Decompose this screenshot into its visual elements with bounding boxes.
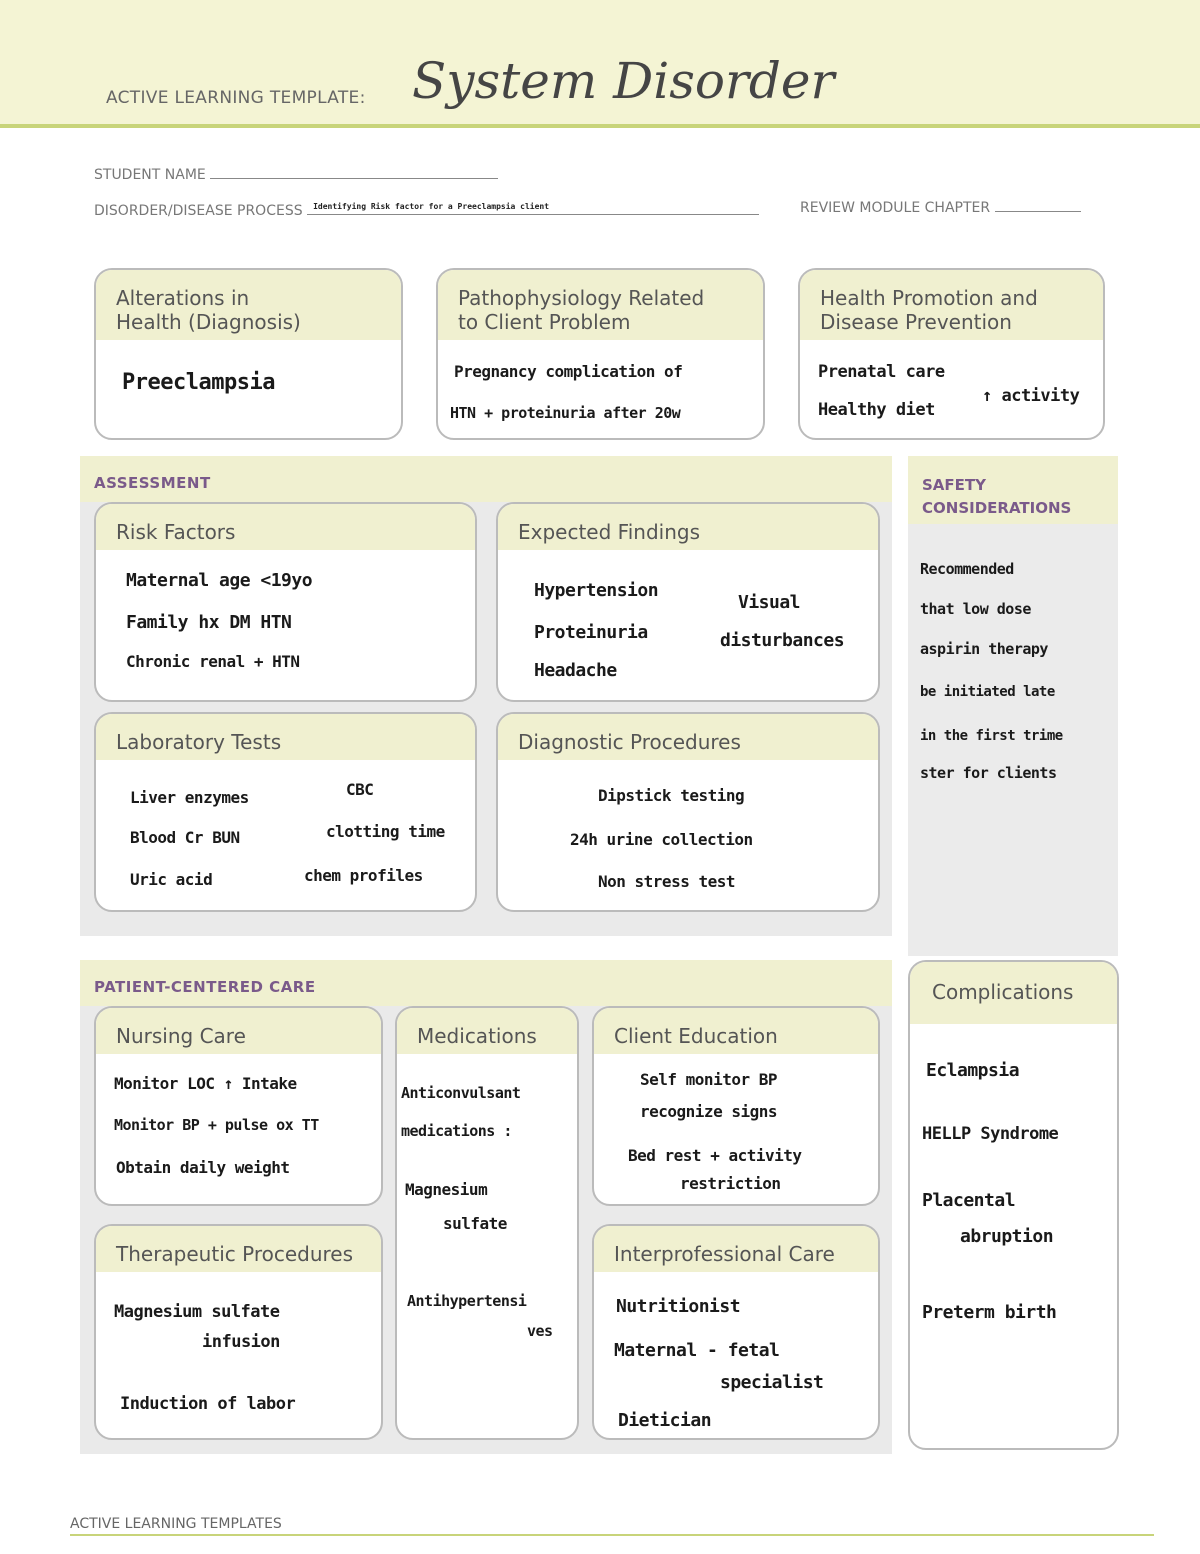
review-chapter-field[interactable] — [995, 211, 1081, 212]
handwritten-text: Dietician — [618, 1410, 712, 1431]
risk-factors-card — [94, 502, 477, 702]
handwritten-text: clotting time — [326, 822, 445, 841]
handwritten-text: Monitor BP + pulse ox TT — [114, 1116, 319, 1134]
handwritten-text: medications : — [401, 1122, 512, 1140]
client-education-title: Client Education — [594, 1008, 878, 1054]
health-promotion-card — [798, 268, 1105, 440]
handwritten-text: Visual — [738, 592, 801, 613]
handwritten-text: Magnesium — [405, 1180, 488, 1199]
handwritten-text: HTN + proteinuria after 20w — [450, 404, 681, 422]
student-name-field[interactable] — [210, 178, 498, 179]
handwritten-text: Bed rest + activity — [628, 1146, 802, 1165]
laboratory-tests-card — [94, 712, 477, 912]
handwritten-text: Magnesium sulfate — [114, 1302, 280, 1322]
health-promotion-title: Health Promotion and Disease Prevention — [800, 270, 1103, 340]
handwritten-text: that low dose — [920, 600, 1031, 618]
disorder-field[interactable] — [307, 200, 759, 215]
nursing-care-title: Nursing Care — [96, 1008, 381, 1054]
handwritten-text: in the first trime — [920, 728, 1063, 744]
student-name-label: STUDENT NAME — [94, 167, 206, 183]
handwritten-text: abruption — [960, 1226, 1054, 1247]
review-chapter-label: REVIEW MODULE CHAPTER — [800, 200, 991, 216]
footer-text: ACTIVE LEARNING TEMPLATES — [70, 1516, 282, 1532]
alterations-title: Alterations in Health (Diagnosis) — [96, 270, 401, 340]
disorder-row — [94, 200, 759, 219]
handwritten-text: Dipstick testing — [598, 786, 745, 805]
client-education-card — [592, 1006, 880, 1206]
handwritten-text: specialist — [720, 1372, 824, 1393]
handwritten-text: Antihypertensi — [407, 1292, 527, 1310]
handwritten-text: Preterm birth — [922, 1302, 1057, 1323]
handwritten-text: 24h urine collection — [570, 830, 753, 849]
handwritten-text: Eclampsia — [926, 1060, 1020, 1081]
handwritten-text: sulfate — [443, 1214, 507, 1233]
diagnostic-procedures-title: Diagnostic Procedures — [498, 714, 878, 760]
handwritten-text: Headache — [534, 660, 617, 681]
alterations-card — [94, 268, 403, 440]
handwritten-text: ster for clients — [920, 764, 1057, 782]
review-chapter-row — [800, 200, 1081, 216]
interprofessional-care-card — [592, 1224, 880, 1440]
safety-panel — [908, 456, 1118, 956]
handwritten-text: CBC — [346, 780, 374, 799]
handwritten-text: Uric acid — [130, 870, 213, 889]
handwritten-text: Nutritionist — [616, 1296, 741, 1317]
handwritten-text: Induction of labor — [120, 1394, 296, 1414]
pathophysiology-title: Pathophysiology Related to Client Problem — [438, 270, 763, 340]
handwritten-text: ves — [527, 1322, 553, 1340]
disorder-value: Identifying Risk factor for a Preeclampsia client — [313, 202, 550, 211]
pathophysiology-card — [436, 268, 765, 440]
handwritten-text: ↑ activity — [982, 386, 1080, 406]
handwritten-text: Liver enzymes — [130, 788, 249, 807]
disorder-label: DISORDER/DISEASE PROCESS — [94, 203, 303, 219]
handwritten-text: chem profiles — [304, 866, 423, 885]
handwritten-text: Self monitor BP — [640, 1070, 777, 1089]
handwritten-text: Placental — [922, 1190, 1016, 1211]
laboratory-tests-title: Laboratory Tests — [96, 714, 475, 760]
complications-title: Complications — [910, 962, 1117, 1024]
handwritten-text: infusion — [202, 1332, 280, 1352]
therapeutic-procedures-title: Therapeutic Procedures — [96, 1226, 381, 1272]
handwritten-text: Healthy diet — [818, 400, 935, 420]
handwritten-text: Maternal age <19yo — [126, 570, 313, 591]
handwritten-text: Prenatal care — [818, 362, 945, 382]
footer-divider — [70, 1534, 1154, 1536]
risk-factors-title: Risk Factors — [96, 504, 475, 550]
expected-findings-title: Expected Findings — [498, 504, 878, 550]
template-label: ACTIVE LEARNING TEMPLATE: — [106, 88, 366, 108]
handwritten-text: recognize signs — [640, 1102, 777, 1121]
medications-title: Medications — [397, 1008, 577, 1054]
handwritten-text: Chronic renal + HTN — [126, 652, 300, 671]
handwritten-text: disturbances — [720, 630, 845, 651]
therapeutic-procedures-card — [94, 1224, 383, 1440]
handwritten-text: HELLP Syndrome — [922, 1124, 1059, 1144]
handwritten-text: Recommended — [920, 560, 1014, 578]
handwritten-text: Proteinuria — [534, 622, 648, 643]
handwritten-text: restriction — [680, 1174, 781, 1193]
handwritten-text: Pregnancy complication of — [454, 362, 683, 381]
interprofessional-care-title: Interprofessional Care — [594, 1226, 878, 1272]
handwritten-text: Preeclampsia — [122, 370, 275, 395]
safety-title: SAFETY CONSIDERATIONS — [922, 476, 1072, 517]
handwritten-text: Family hx DM HTN — [126, 612, 292, 633]
patient-care-title: PATIENT-CENTERED CARE — [94, 978, 316, 996]
handwritten-text: Maternal - fetal — [614, 1340, 780, 1361]
handwritten-text: Blood Cr BUN — [130, 828, 240, 847]
handwritten-text: Monitor LOC ↑ Intake — [114, 1074, 297, 1093]
header-divider — [0, 124, 1200, 128]
expected-findings-card — [496, 502, 880, 702]
assessment-title: ASSESSMENT — [94, 474, 211, 492]
template-title: System Disorder — [412, 52, 835, 110]
handwritten-text: be initiated late — [920, 684, 1055, 700]
diagnostic-procedures-card — [496, 712, 880, 912]
handwritten-text: Hypertension — [534, 580, 659, 601]
medications-card — [395, 1006, 579, 1440]
handwritten-text: Anticonvulsant — [401, 1084, 521, 1102]
student-name-row — [94, 167, 498, 183]
complications-card — [908, 960, 1119, 1450]
handwritten-text: Obtain daily weight — [116, 1158, 290, 1177]
handwritten-text: Non stress test — [598, 872, 735, 891]
handwritten-text: aspirin therapy — [920, 640, 1048, 658]
nursing-care-card — [94, 1006, 383, 1206]
